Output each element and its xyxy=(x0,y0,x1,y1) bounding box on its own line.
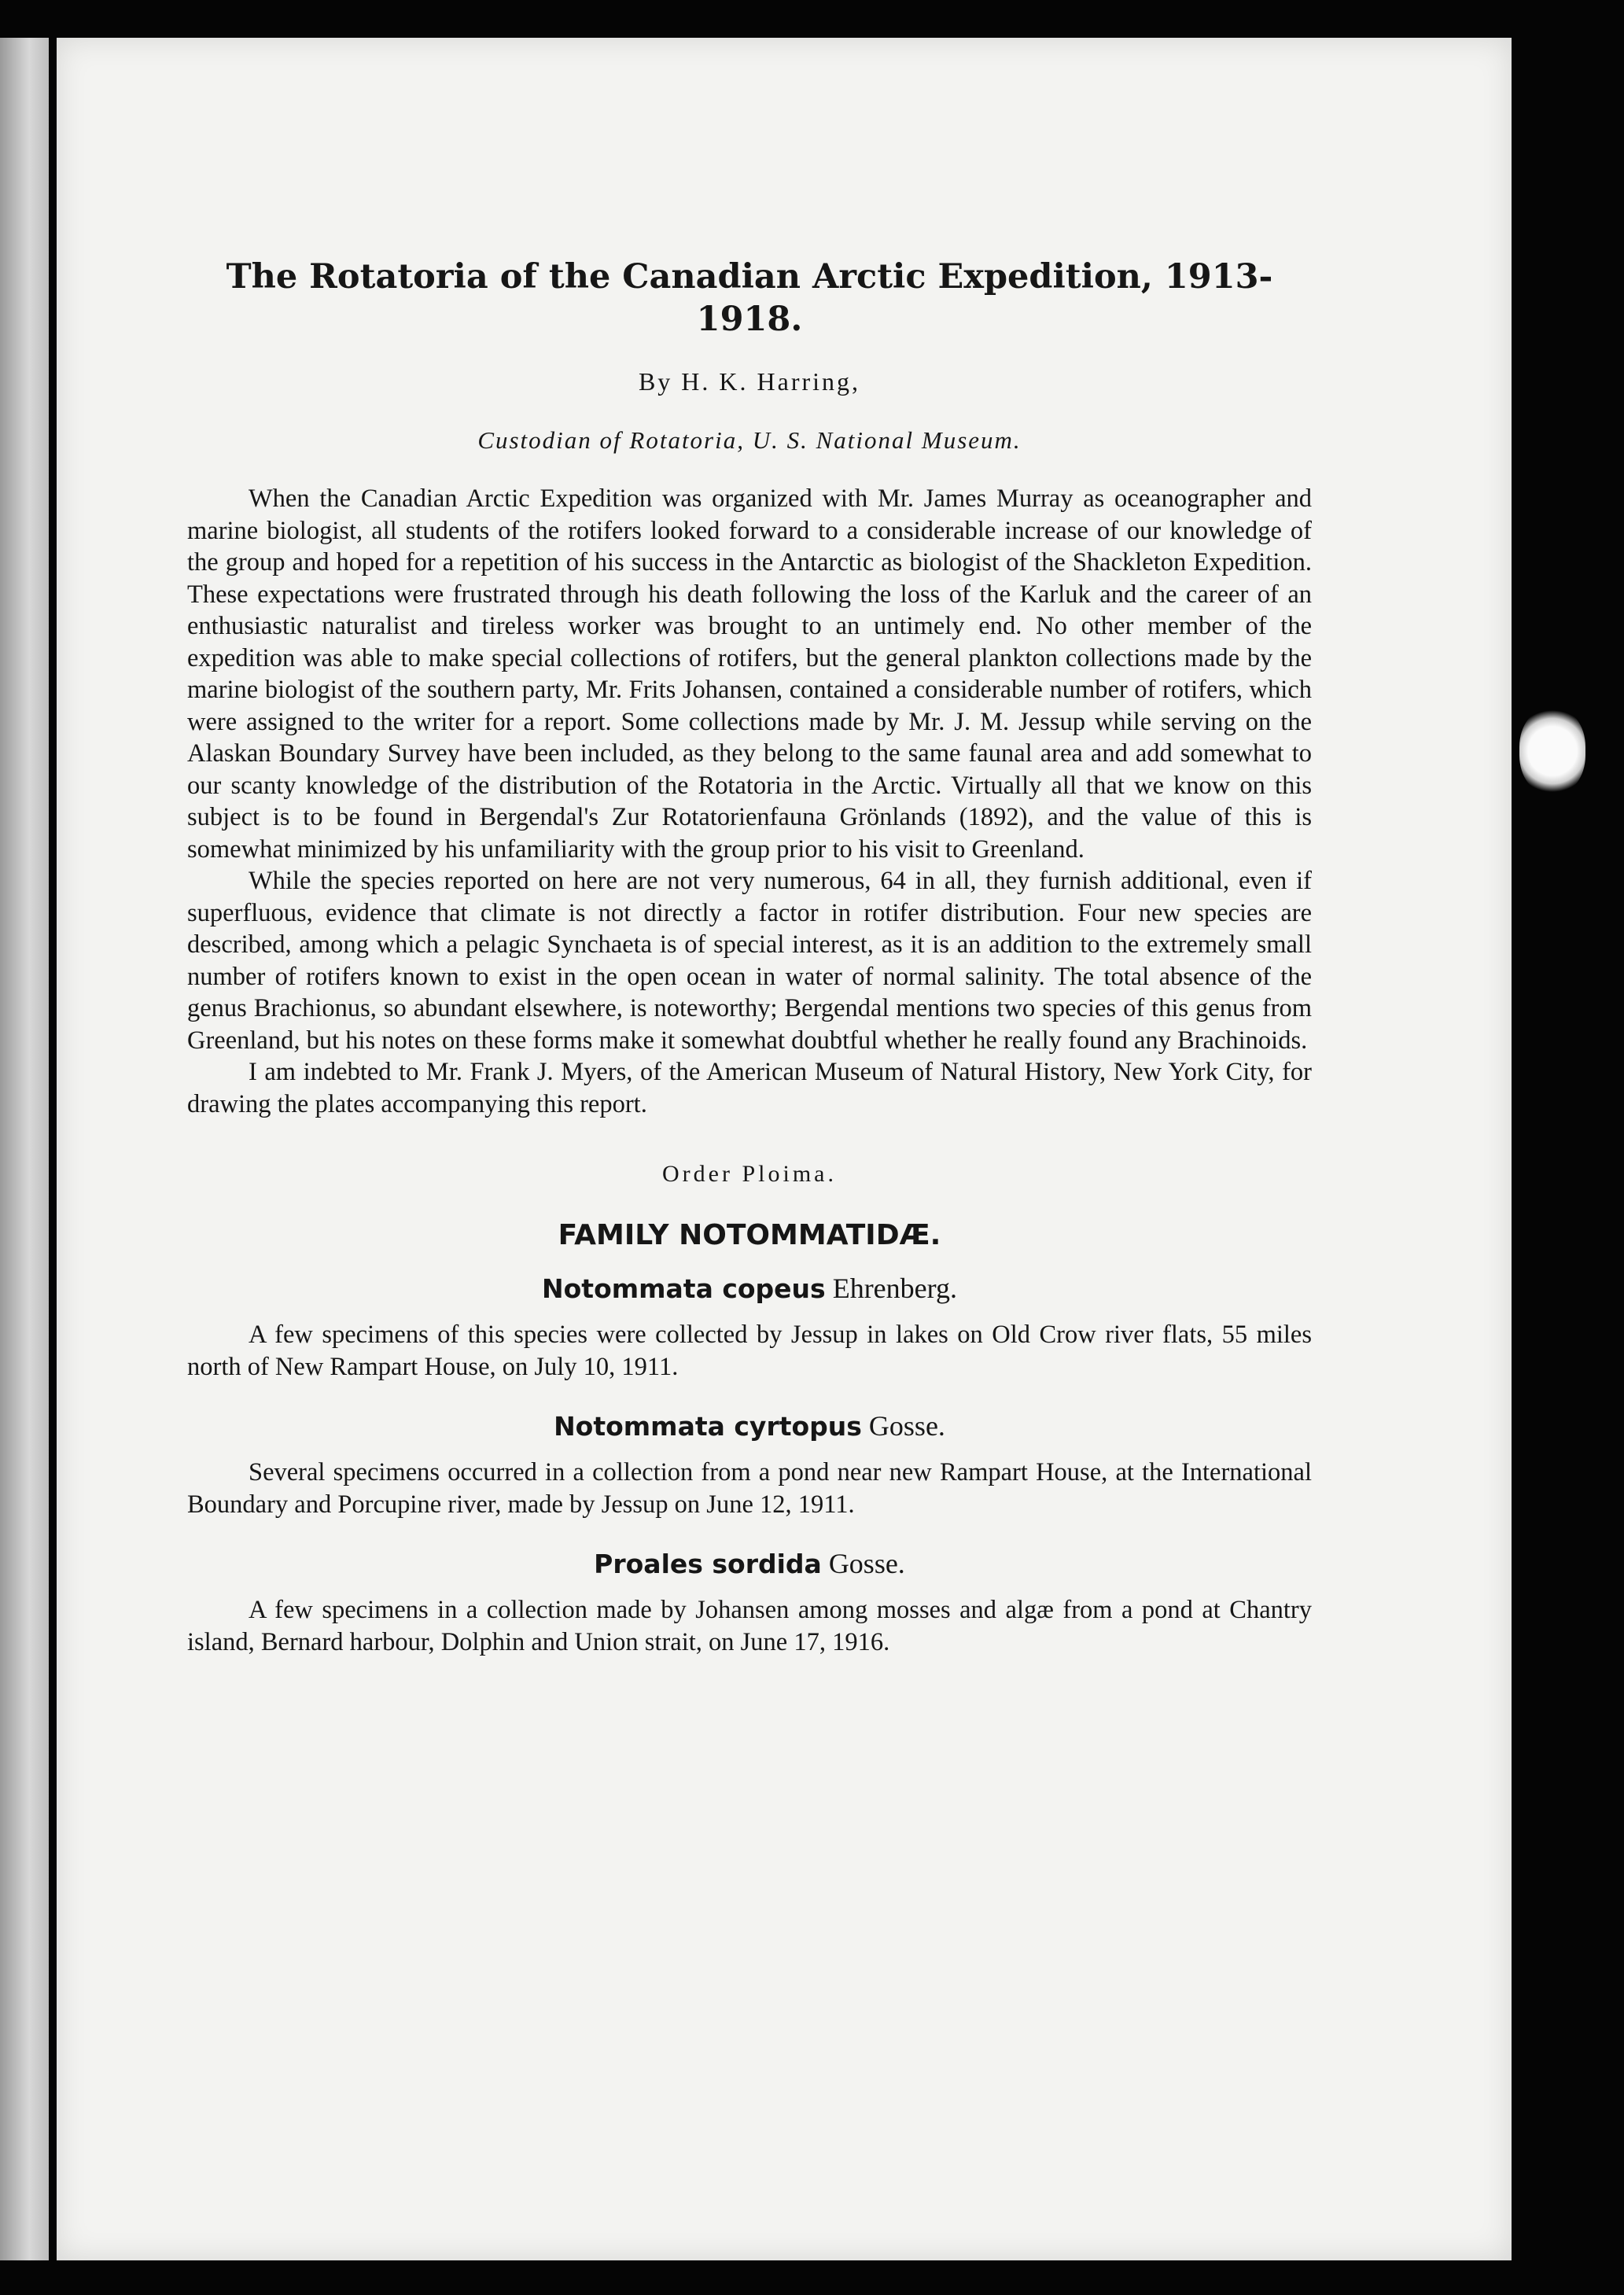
author-byline: By H. K. Harring, xyxy=(638,367,861,396)
intro-paragraph: When the Canadian Arctic Expedition was organized with Mr. James Murray as oceanographer and marine biologist, all students of the rotifers looked forward to a considerable increase of our knowledge of the group and hoped for a repetition of his success in the Antarctic as biologist of the Shackleton Expedition. These expectations were frustrated through his death following the loss of the Karluk and the career of an enthusiastic naturalist and tireless worker was brought to an untimely end. No other member of the expedition was able to make special collections of rotifers, but the general plankton collections made by the marine biologist of the southern party, Mr. Frits Johansen, contained a considerable number of rotifers, which were assigned to the writer for a report. Some collections made by Mr. J. M. Jessup while serving on the Alaskan Boundary Survey have been included, as they belong to the same faunal area and add somewhat to our scanty knowledge of the distribution of the Rotatoria in the Arctic. Virtually all that we know on this subject is to be found in Bergendal's Zur Rotatorienfauna Grönlands (1892), and the value of this is somewhat minimized by his unfamiliarity with the group prior to his visit to Greenland. xyxy=(187,484,1312,864)
species-name: Proales sordida xyxy=(594,1549,822,1579)
article xyxy=(187,256,1312,1685)
species-entry: Several specimens occurred in a collection from a pond near new Rampart House, at the International Boundary and Porcupine river, made by Jessup on June 12, 1911. xyxy=(187,1458,1312,1519)
species-name: Notommata copeus xyxy=(542,1273,826,1304)
species-author: Ehrenberg. xyxy=(832,1273,957,1304)
left-page-edge xyxy=(0,38,49,2260)
paper-stain xyxy=(1519,708,1585,794)
author-affiliation: Custodian of Rotatoria, U. S. National Museum. xyxy=(477,426,1022,454)
species-author: Gosse. xyxy=(868,1410,945,1442)
intro-paragraph: While the species reported on here are not very numerous, 64 in all, they furnish additional, even if superfluous, evidence that climate is not directly a factor in rotifer distribution. Four new species are described, among which a pelagic Synchaeta is of special interest, as it is an addition to the extremely small number of rotifers known to exist in the open ocean in water of normal salinity. The total absence of the genus Brachionus, so abundant elsewhere, is noteworthy; Bergendal mentions two species of this genus from Greenland, but his notes on these forms make it somewhat doubtful whether he really found any Brachinoids. xyxy=(187,867,1312,1055)
order-heading: Order Ploima. xyxy=(662,1161,837,1187)
acknowledgement-paragraph: I am indebted to Mr. Frank J. Myers, of the American Museum of Natural History, New York City, for drawing the plates accompanying this report. xyxy=(187,1058,1312,1118)
species-author: Gosse. xyxy=(828,1548,905,1579)
species-entry: A few specimens in a collection made by Johansen among mosses and algæ from a pond at Chantry island, Bernard harbour, Dolphin and Union strait, on June 17, 1916. xyxy=(187,1596,1312,1656)
species-heading xyxy=(187,1272,1312,1305)
species-heading xyxy=(187,1409,1312,1442)
article-title: The Rotatoria of the Canadian Arctic Expedition, 1913-1918. xyxy=(226,257,1273,339)
species-entry: A few specimens of this species were collected by Jessup in lakes on Old Crow river flats, 55 miles north of New Rampart House, on July 10, 1911. xyxy=(187,1321,1312,1381)
species-name: Notommata cyrtopus xyxy=(554,1411,862,1442)
species-heading xyxy=(187,1547,1312,1580)
family-heading: FAMILY NOTOMMATIDÆ. xyxy=(558,1219,941,1251)
